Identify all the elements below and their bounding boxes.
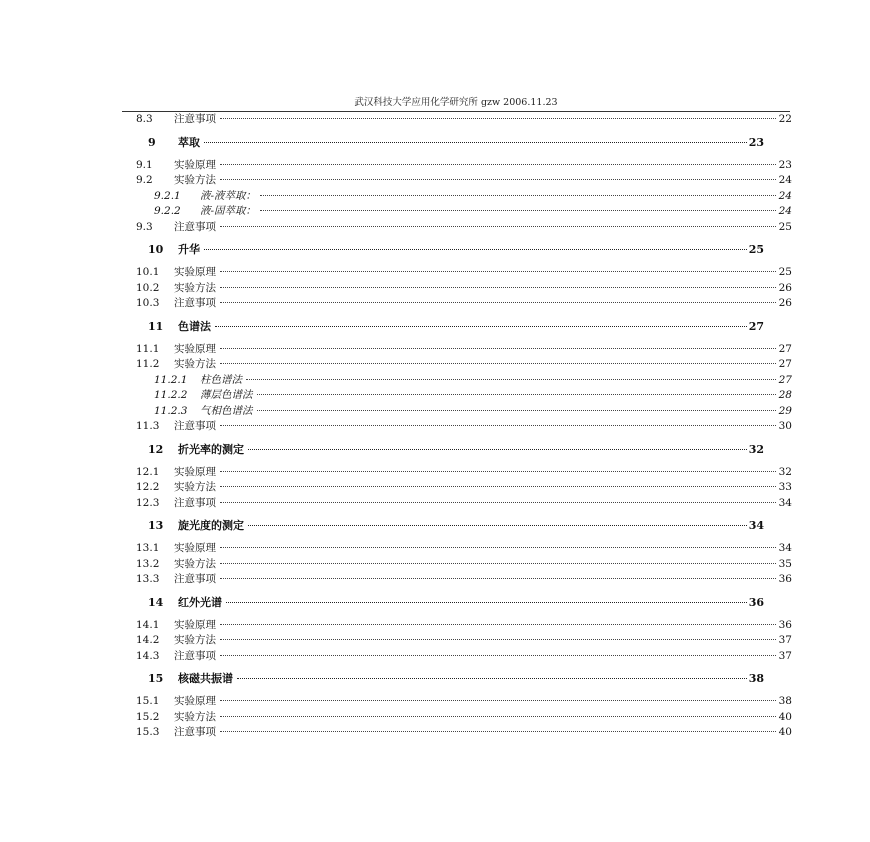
toc-section-entry[interactable] bbox=[136, 465, 792, 481]
toc-entry-page-number: 36 bbox=[778, 573, 792, 585]
toc-entry-number: 11 bbox=[148, 319, 164, 333]
toc-dot-leader bbox=[220, 655, 776, 656]
toc-entry-number: 15 bbox=[148, 672, 164, 685]
toc-entry-page-number: 36 bbox=[778, 618, 792, 631]
toc-dot-leader bbox=[204, 249, 747, 250]
toc-chapter-entry[interactable] bbox=[136, 238, 764, 261]
toc-entry-number: 11.3 bbox=[136, 420, 160, 432]
toc-entry-title: 实验原理 bbox=[174, 465, 216, 478]
toc-section-entry[interactable] bbox=[136, 725, 792, 741]
toc-chapter-entry[interactable] bbox=[136, 438, 764, 461]
toc-entry-number: 12.3 bbox=[136, 496, 160, 509]
toc-entry-number: 13 bbox=[148, 519, 164, 532]
toc-entry-page-number: 34 bbox=[778, 496, 792, 509]
toc-section-entry[interactable] bbox=[136, 694, 792, 710]
toc-chapter-entry[interactable] bbox=[136, 131, 764, 154]
toc-section-entry[interactable] bbox=[136, 496, 792, 512]
toc-entry-page-number: 26 bbox=[778, 281, 792, 294]
toc-entry-number: 15.1 bbox=[136, 695, 160, 707]
toc-entry-page-number: 28 bbox=[778, 389, 792, 401]
toc-entry-number: 9 bbox=[148, 135, 156, 149]
toc-entry-title: 核磁共振谱 bbox=[178, 672, 233, 685]
toc-entry-title: 实验方法 bbox=[174, 174, 216, 186]
toc-section-entry[interactable] bbox=[136, 296, 792, 312]
toc-section-entry[interactable] bbox=[136, 419, 792, 435]
toc-entry-page-number: 38 bbox=[778, 695, 792, 707]
toc-entry-title: 实验方法 bbox=[174, 710, 216, 723]
toc-entry-title: 实验方法 bbox=[174, 281, 216, 294]
toc-dot-leader bbox=[215, 326, 747, 327]
toc-entry-title: 色谱法 bbox=[178, 319, 211, 333]
toc-entry-page-number: 32 bbox=[748, 442, 764, 456]
toc-entry-title: 实验方法 bbox=[174, 634, 216, 646]
toc-subsubsection-entry[interactable] bbox=[136, 204, 792, 220]
toc-section-entry[interactable] bbox=[136, 357, 792, 373]
toc-entry-number: 13.1 bbox=[136, 542, 160, 554]
toc-dot-leader bbox=[248, 525, 747, 526]
toc-entry-title: 薄层色谱法 bbox=[200, 389, 253, 401]
toc-dot-leader bbox=[220, 563, 776, 564]
toc-entry-page-number: 34 bbox=[778, 542, 792, 554]
toc-section-entry[interactable] bbox=[136, 618, 792, 634]
toc-dot-leader bbox=[220, 624, 776, 625]
toc-entry-page-number: 23 bbox=[778, 158, 792, 171]
toc-entry-number: 9.3 bbox=[136, 220, 153, 233]
toc-entry-page-number: 27 bbox=[778, 342, 792, 355]
toc-subsubsection-entry[interactable] bbox=[136, 404, 792, 420]
toc-entry-title: 折光率的测定 bbox=[178, 442, 244, 456]
toc-entry-number: 15.2 bbox=[136, 710, 160, 723]
toc-entry-page-number: 26 bbox=[778, 297, 792, 309]
toc-dot-leader bbox=[220, 639, 776, 640]
toc-entry-title: 注意事项 bbox=[174, 297, 216, 309]
toc-entry-title: 注意事项 bbox=[174, 113, 216, 125]
toc-entry-number: 8.3 bbox=[136, 113, 153, 125]
toc-entry-number: 13.3 bbox=[136, 573, 160, 585]
toc-entry-page-number: 25 bbox=[778, 266, 792, 278]
toc-chapter-entry[interactable] bbox=[136, 514, 764, 537]
toc-entry-number: 15.3 bbox=[136, 726, 160, 738]
toc-entry-title: 实验原理 bbox=[174, 342, 216, 355]
toc-section-entry[interactable] bbox=[136, 649, 792, 665]
toc-dot-leader bbox=[220, 502, 776, 503]
page-header: 武汉科技大学应用化学研究所 gzw 2006.11.23 bbox=[354, 97, 558, 108]
toc-dot-leader bbox=[220, 348, 776, 349]
toc-dot-leader bbox=[220, 363, 776, 364]
toc-dot-leader bbox=[220, 486, 776, 487]
toc-entry-number: 14.2 bbox=[136, 634, 160, 646]
toc-entry-title: 萃取 bbox=[178, 135, 200, 149]
toc-entry-title: 实验方法 bbox=[174, 358, 216, 370]
toc-section-entry[interactable] bbox=[136, 572, 792, 588]
toc-subsubsection-entry[interactable] bbox=[136, 189, 792, 205]
toc-entry-page-number: 23 bbox=[748, 135, 764, 149]
toc-dot-leader bbox=[220, 716, 776, 717]
toc-entry-number: 11.2.1 bbox=[154, 373, 188, 386]
toc-section-entry[interactable] bbox=[136, 710, 792, 726]
toc-entry-page-number: 27 bbox=[778, 358, 792, 370]
toc-section-entry[interactable] bbox=[136, 541, 792, 557]
toc-entry-title: 柱色谱法 bbox=[200, 373, 242, 386]
toc-entry-number: 10 bbox=[148, 243, 164, 256]
toc-entry-page-number: 33 bbox=[778, 481, 792, 493]
toc-section-entry[interactable] bbox=[136, 342, 792, 358]
toc-entry-title: 升华 bbox=[178, 243, 200, 256]
toc-dot-leader bbox=[220, 118, 776, 119]
toc-dot-leader bbox=[220, 471, 776, 472]
toc-entry-title: 实验方法 bbox=[174, 481, 216, 493]
toc-entry-title: 旋光度的测定 bbox=[178, 519, 244, 532]
toc-dot-leader bbox=[257, 410, 777, 411]
toc-entry-number: 12 bbox=[148, 442, 164, 456]
toc-entry-number: 11.2.3 bbox=[154, 404, 188, 417]
toc-subsubsection-entry[interactable] bbox=[136, 388, 792, 404]
toc-dot-leader bbox=[220, 271, 776, 272]
toc-dot-leader bbox=[204, 142, 747, 143]
toc-entry-page-number: 22 bbox=[778, 113, 792, 125]
toc-section-entry[interactable] bbox=[136, 281, 792, 297]
toc-entry-page-number: 35 bbox=[778, 557, 792, 570]
toc-entry-title: 注意事项 bbox=[174, 220, 216, 233]
toc-entry-page-number: 25 bbox=[748, 243, 764, 256]
toc-entry-number: 9.2 bbox=[136, 174, 153, 186]
toc-entry-title: 实验原理 bbox=[174, 618, 216, 631]
toc-entry-page-number: 37 bbox=[778, 634, 792, 646]
toc-entry-page-number: 29 bbox=[778, 404, 792, 417]
toc-section-entry[interactable] bbox=[136, 633, 792, 649]
toc-dot-leader bbox=[220, 547, 776, 548]
toc-entry-page-number: 24 bbox=[778, 205, 792, 217]
toc-dot-leader bbox=[220, 164, 776, 165]
toc-dot-leader bbox=[220, 700, 776, 701]
toc-entry-title: 注意事项 bbox=[174, 420, 216, 432]
toc-chapter-entry[interactable] bbox=[136, 315, 764, 338]
toc-dot-leader bbox=[220, 179, 776, 180]
toc-entry-number: 10.1 bbox=[136, 266, 160, 278]
toc-dot-leader bbox=[220, 302, 776, 303]
toc-entry-title: 气相色谱法 bbox=[200, 404, 253, 417]
toc-entry-page-number: 34 bbox=[748, 519, 764, 532]
toc-entry-number: 9.1 bbox=[136, 158, 153, 171]
toc-section-entry[interactable] bbox=[136, 265, 792, 281]
toc-dot-leader bbox=[237, 678, 747, 679]
toc-entry-page-number: 38 bbox=[748, 672, 764, 685]
toc-dot-leader bbox=[220, 731, 776, 732]
toc-entry-title: 实验原理 bbox=[174, 695, 216, 707]
toc-entry-number: 11.1 bbox=[136, 342, 160, 355]
toc-section-entry[interactable] bbox=[136, 220, 792, 236]
toc-dot-leader bbox=[220, 425, 776, 426]
toc-entry-page-number: 27 bbox=[748, 319, 764, 333]
toc-entry-title: 实验原理 bbox=[174, 158, 216, 171]
toc-entry-title: 实验原理 bbox=[174, 542, 216, 554]
toc-entry-number: 9.2.1 bbox=[154, 189, 181, 202]
toc-entry-title: 注意事项 bbox=[174, 573, 216, 585]
toc-chapter-entry[interactable] bbox=[136, 591, 764, 614]
toc-entry-number: 10.3 bbox=[136, 297, 160, 309]
toc-entry-page-number: 40 bbox=[778, 710, 792, 723]
toc-section-entry[interactable] bbox=[136, 480, 792, 496]
toc-entry-number: 10.2 bbox=[136, 281, 160, 294]
table-of-contents bbox=[136, 112, 792, 741]
toc-entry-title: 注意事项 bbox=[174, 726, 216, 738]
toc-dot-leader bbox=[220, 578, 776, 579]
toc-dot-leader bbox=[248, 449, 747, 450]
toc-chapter-entry[interactable] bbox=[136, 667, 764, 690]
toc-entry-number: 13.2 bbox=[136, 557, 160, 570]
toc-entry-number: 14 bbox=[148, 595, 164, 609]
toc-entry-title: 红外光谱 bbox=[178, 595, 222, 609]
toc-entry-page-number: 27 bbox=[778, 373, 792, 386]
toc-entry-number: 9.2.2 bbox=[154, 205, 181, 217]
toc-dot-leader bbox=[246, 379, 776, 380]
toc-entry-title: 液-液萃取： bbox=[200, 189, 257, 202]
toc-entry-number: 11.2 bbox=[136, 358, 160, 370]
toc-entry-title: 液-固萃取： bbox=[200, 205, 257, 217]
toc-entry-page-number: 24 bbox=[778, 189, 792, 202]
toc-entry-number: 12.2 bbox=[136, 481, 160, 493]
toc-dot-leader bbox=[220, 226, 776, 227]
toc-section-entry[interactable] bbox=[136, 158, 792, 174]
toc-entry-page-number: 24 bbox=[778, 174, 792, 186]
toc-entry-title: 实验方法 bbox=[174, 557, 216, 570]
toc-entry-page-number: 32 bbox=[778, 465, 792, 478]
toc-subsubsection-entry[interactable] bbox=[136, 373, 792, 389]
toc-dot-leader bbox=[226, 602, 747, 603]
toc-dot-leader bbox=[257, 394, 777, 395]
toc-entry-page-number: 25 bbox=[778, 220, 792, 233]
toc-entry-page-number: 37 bbox=[778, 649, 792, 662]
toc-entry-page-number: 36 bbox=[748, 595, 764, 609]
toc-entry-page-number: 30 bbox=[778, 420, 792, 432]
toc-dot-leader bbox=[260, 210, 776, 211]
toc-dot-leader bbox=[260, 195, 776, 196]
toc-dot-leader bbox=[220, 287, 776, 288]
toc-section-entry[interactable] bbox=[136, 557, 792, 573]
toc-entry-number: 14.3 bbox=[136, 649, 160, 662]
toc-section-entry[interactable] bbox=[136, 112, 792, 128]
toc-entry-title: 注意事项 bbox=[174, 649, 216, 662]
toc-entry-page-number: 40 bbox=[778, 726, 792, 738]
toc-entry-number: 11.2.2 bbox=[154, 389, 188, 401]
toc-entry-number: 12.1 bbox=[136, 465, 160, 478]
toc-section-entry[interactable] bbox=[136, 173, 792, 189]
toc-entry-title: 注意事项 bbox=[174, 496, 216, 509]
toc-entry-number: 14.1 bbox=[136, 618, 160, 631]
toc-entry-title: 实验原理 bbox=[174, 266, 216, 278]
